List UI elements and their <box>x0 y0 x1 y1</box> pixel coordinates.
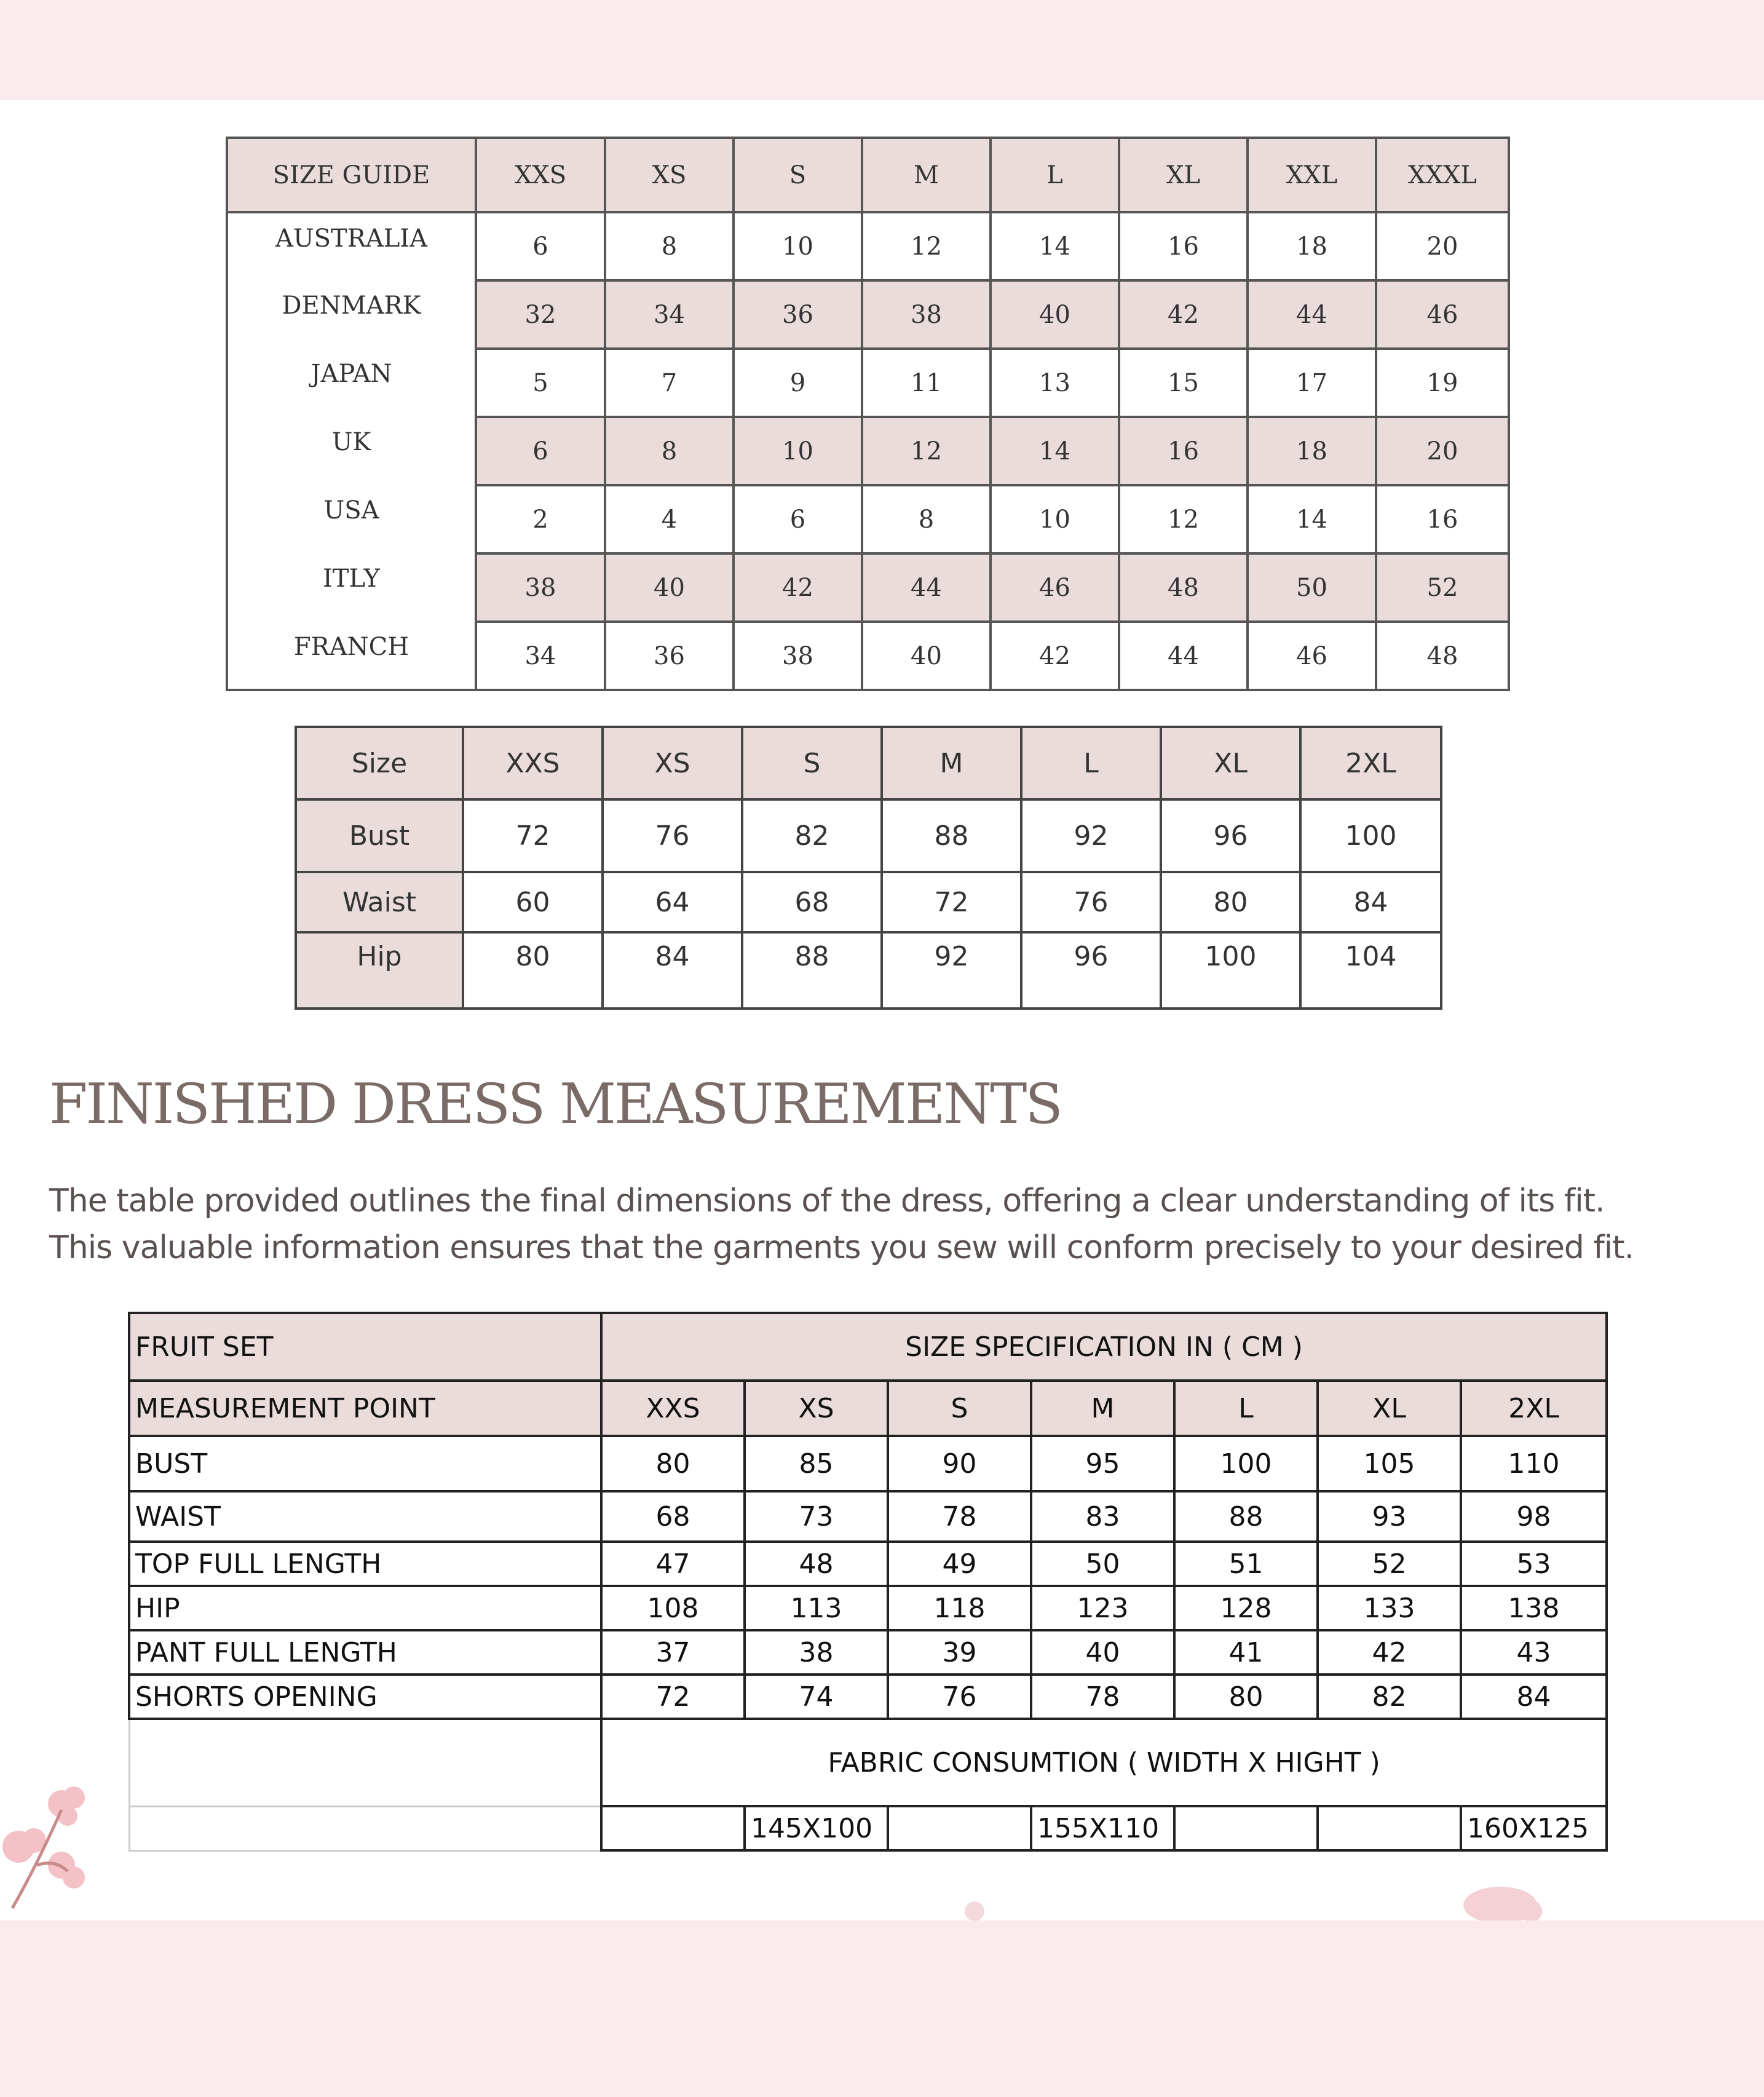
table-cell: 16 <box>1119 417 1248 485</box>
measurement-label: BUST <box>129 1436 601 1491</box>
size-header: 2XL <box>1461 1381 1607 1436</box>
table-row <box>129 1436 1607 1491</box>
table-cell: 8 <box>862 485 991 553</box>
fabric-value: 160X125 <box>1461 1806 1607 1850</box>
table-cell: 105 <box>1318 1436 1461 1491</box>
measurement-label: WAIST <box>129 1491 601 1542</box>
size-guide-size: XXL <box>1248 138 1376 212</box>
table-cell: 9 <box>734 349 862 417</box>
size-header: L <box>1174 1381 1318 1436</box>
fabric-value <box>888 1806 1031 1850</box>
table-cell: 17 <box>1248 349 1376 417</box>
country-label: DENMARK <box>227 280 476 349</box>
table-cell: 96 <box>1021 932 1161 1009</box>
measurement-label: HIP <box>129 1586 601 1630</box>
table-cell: 10 <box>734 212 862 280</box>
size-header: XS <box>603 727 742 799</box>
table-cell: 36 <box>734 280 862 349</box>
table-row <box>227 485 1509 553</box>
size-header: M <box>882 727 1021 799</box>
spec-label: SIZE SPECIFICATION IN ( CM ) <box>601 1313 1607 1381</box>
fabric-value <box>601 1806 745 1850</box>
table-cell: 76 <box>603 799 742 872</box>
table-row <box>227 553 1509 622</box>
size-header: XXS <box>463 727 603 799</box>
size-header: XXS <box>601 1381 745 1436</box>
table-cell: 38 <box>862 280 991 349</box>
table-cell: 13 <box>991 349 1119 417</box>
table-cell: 48 <box>745 1542 888 1586</box>
table-cell: 38 <box>734 622 862 690</box>
country-label: ITLY <box>227 553 476 622</box>
table-cell: 100 <box>1174 1436 1318 1491</box>
table-cell: 36 <box>605 622 734 690</box>
table-cell: 42 <box>991 622 1119 690</box>
fabric-label: FABRIC CONSUMTION ( WIDTH X HIGHT ) <box>601 1719 1607 1806</box>
size-guide-size: M <box>862 138 991 212</box>
table-cell: 74 <box>745 1675 888 1719</box>
size-header: XL <box>1318 1381 1461 1436</box>
section-heading: FINISHED DRESS MEASUREMENTS <box>49 1072 1061 1136</box>
flower-decoration-icon <box>1463 1877 1562 1921</box>
table-cell: 52 <box>1376 553 1509 622</box>
table-cell: 84 <box>1300 872 1441 932</box>
table-cell: 42 <box>1318 1630 1461 1675</box>
table-row <box>129 1630 1607 1675</box>
size-guide-table <box>226 137 1510 691</box>
table-cell: 85 <box>745 1436 888 1491</box>
table-cell: 64 <box>603 872 742 932</box>
size-guide-size: L <box>991 138 1119 212</box>
table-cell: 10 <box>734 417 862 485</box>
table-cell: 4 <box>605 485 734 553</box>
country-label: JAPAN <box>227 349 476 417</box>
fabric-value: 145X100 <box>745 1806 888 1850</box>
table-cell: 41 <box>1174 1630 1318 1675</box>
table-cell: 104 <box>1300 932 1441 1009</box>
table-cell: 138 <box>1461 1586 1607 1630</box>
fabric-value <box>1318 1806 1461 1850</box>
table-cell: 2 <box>476 485 605 553</box>
size-guide-header-label: SIZE GUIDE <box>227 138 476 212</box>
table-cell: 12 <box>1119 485 1248 553</box>
measurement-label: PANT FULL LENGTH <box>129 1630 601 1675</box>
table-cell: 76 <box>888 1675 1031 1719</box>
table-cell: 43 <box>1461 1630 1607 1675</box>
table-cell: 15 <box>1119 349 1248 417</box>
table-cell: 39 <box>888 1630 1031 1675</box>
table-row <box>296 872 1441 932</box>
table-cell: 128 <box>1174 1586 1318 1630</box>
table-row <box>227 280 1509 349</box>
country-label: USA <box>227 485 476 553</box>
table-cell: 40 <box>605 553 734 622</box>
table-cell: 72 <box>882 872 1021 932</box>
table-cell: 18 <box>1248 212 1376 280</box>
table-cell: 72 <box>463 799 603 872</box>
table-cell: 12 <box>862 212 991 280</box>
table-cell: 49 <box>888 1542 1031 1586</box>
table-cell: 133 <box>1318 1586 1461 1630</box>
table-cell: 16 <box>1376 485 1509 553</box>
measurement-label: Hip <box>296 932 463 1009</box>
table-cell: 93 <box>1318 1491 1461 1542</box>
table-cell: 95 <box>1031 1436 1174 1491</box>
table-cell: 80 <box>601 1436 745 1491</box>
table-cell: 48 <box>1376 622 1509 690</box>
set-label: FRUIT SET <box>129 1313 601 1381</box>
table-cell: 123 <box>1031 1586 1174 1630</box>
table-cell: 18 <box>1248 417 1376 485</box>
size-header: S <box>888 1381 1031 1436</box>
table-row <box>227 212 1509 280</box>
table-cell: 78 <box>1031 1675 1174 1719</box>
table-cell: 52 <box>1318 1542 1461 1586</box>
table-row <box>227 622 1509 690</box>
table-cell: 83 <box>1031 1491 1174 1542</box>
body-measurement-header-row <box>296 727 1441 799</box>
table-cell: 7 <box>605 349 734 417</box>
table-cell: 38 <box>745 1630 888 1675</box>
table-cell: 50 <box>1248 553 1376 622</box>
table-cell: 34 <box>476 622 605 690</box>
table-cell: 68 <box>601 1491 745 1542</box>
table-cell: 46 <box>1248 622 1376 690</box>
country-label: UK <box>227 417 476 485</box>
table-cell: 42 <box>734 553 862 622</box>
table-cell: 113 <box>745 1586 888 1630</box>
measurement-label: SHORTS OPENING <box>129 1675 601 1719</box>
table-cell: 8 <box>605 212 734 280</box>
table-cell: 20 <box>1376 212 1509 280</box>
table-cell: 14 <box>991 212 1119 280</box>
finished-size-row <box>129 1381 1607 1436</box>
table-cell: 73 <box>745 1491 888 1542</box>
table-cell: 46 <box>1376 280 1509 349</box>
table-cell: 46 <box>991 553 1119 622</box>
size-guide-size: XL <box>1119 138 1248 212</box>
size-header: M <box>1031 1381 1174 1436</box>
table-cell: 44 <box>1119 622 1248 690</box>
size-header: XS <box>745 1381 888 1436</box>
table-cell: 32 <box>476 280 605 349</box>
table-cell: 60 <box>463 872 603 932</box>
table-cell: 44 <box>1248 280 1376 349</box>
table-cell: 10 <box>991 485 1119 553</box>
measurement-label: Waist <box>296 872 463 932</box>
size-header: 2XL <box>1300 727 1441 799</box>
table-cell: 82 <box>1318 1675 1461 1719</box>
table-cell: 68 <box>742 872 882 932</box>
table-cell: 40 <box>1031 1630 1174 1675</box>
table-row <box>129 1491 1607 1542</box>
table-cell: 16 <box>1119 212 1248 280</box>
table-cell: 88 <box>882 799 1021 872</box>
blank-cell <box>129 1806 601 1850</box>
table-cell: 40 <box>862 622 991 690</box>
body-measurement-table <box>295 726 1442 1010</box>
table-cell: 90 <box>888 1436 1031 1491</box>
table-cell: 80 <box>1161 872 1300 932</box>
table-cell: 5 <box>476 349 605 417</box>
table-cell: 76 <box>1021 872 1161 932</box>
table-cell: 80 <box>1174 1675 1318 1719</box>
table-cell: 80 <box>463 932 603 1009</box>
fabric-value: 155X110 <box>1031 1806 1174 1850</box>
table-cell: 72 <box>601 1675 745 1719</box>
table-cell: 92 <box>1021 799 1161 872</box>
table-cell: 100 <box>1161 932 1300 1009</box>
size-guide-size: XS <box>605 138 734 212</box>
description-line: The table provided outlines the final dimensions of the dress, offering a clear understanding of its fit. <box>49 1183 1605 1219</box>
size-header: XL <box>1161 727 1300 799</box>
table-cell: 11 <box>862 349 991 417</box>
fabric-header-row <box>129 1719 1607 1806</box>
table-cell: 37 <box>601 1630 745 1675</box>
table-cell: 47 <box>601 1542 745 1586</box>
table-cell: 14 <box>1248 485 1376 553</box>
table-cell: 44 <box>862 553 991 622</box>
table-cell: 84 <box>603 932 742 1009</box>
description-line: This valuable information ensures that the garments you sew will conform precisely to your desired fit. <box>49 1229 1634 1266</box>
table-cell: 88 <box>1174 1491 1318 1542</box>
size-guide-size: XXXL <box>1376 138 1509 212</box>
table-cell: 98 <box>1461 1491 1607 1542</box>
measurement-label: Bust <box>296 799 463 872</box>
table-cell: 100 <box>1300 799 1441 872</box>
finished-measurement-table <box>128 1312 1608 1852</box>
table-cell: 19 <box>1376 349 1509 417</box>
table-cell: 82 <box>742 799 882 872</box>
size-guide-size: S <box>734 138 862 212</box>
table-cell: 42 <box>1119 280 1248 349</box>
table-cell: 6 <box>734 485 862 553</box>
table-row <box>227 417 1509 485</box>
table-cell: 118 <box>888 1586 1031 1630</box>
flower-decoration-icon <box>959 1896 990 1921</box>
measurement-point-label: MEASUREMENT POINT <box>129 1381 601 1436</box>
size-header: S <box>742 727 882 799</box>
section-description <box>49 1178 1634 1271</box>
table-cell: 108 <box>601 1586 745 1630</box>
table-cell: 12 <box>862 417 991 485</box>
table-cell: 92 <box>882 932 1021 1009</box>
table-cell: 20 <box>1376 417 1509 485</box>
table-row <box>129 1542 1607 1586</box>
table-cell: 38 <box>476 553 605 622</box>
table-cell: 6 <box>476 212 605 280</box>
document-page <box>0 100 1764 1921</box>
flower-decoration-icon <box>0 1773 98 1921</box>
fabric-values-row <box>129 1806 1607 1850</box>
table-cell: 78 <box>888 1491 1031 1542</box>
size-header: L <box>1021 727 1161 799</box>
table-row <box>129 1675 1607 1719</box>
size-guide-size: XXS <box>476 138 605 212</box>
table-cell: 110 <box>1461 1436 1607 1491</box>
table-row <box>227 349 1509 417</box>
country-label: FRANCH <box>227 622 476 690</box>
table-cell: 53 <box>1461 1542 1607 1586</box>
table-cell: 51 <box>1174 1542 1318 1586</box>
table-cell: 48 <box>1119 553 1248 622</box>
table-cell: 96 <box>1161 799 1300 872</box>
table-row <box>296 799 1441 872</box>
table-row <box>296 932 1441 1009</box>
measurement-label: TOP FULL LENGTH <box>129 1542 601 1586</box>
blank-cell <box>129 1719 601 1806</box>
size-guide-header-row <box>227 138 1509 212</box>
table-cell: 34 <box>605 280 734 349</box>
table-row <box>129 1586 1607 1630</box>
fabric-value <box>1174 1806 1318 1850</box>
table-cell: 50 <box>1031 1542 1174 1586</box>
finished-header-row <box>129 1313 1607 1381</box>
table-cell: 84 <box>1461 1675 1607 1719</box>
table-cell: 14 <box>991 417 1119 485</box>
table-cell: 8 <box>605 417 734 485</box>
size-header-label: Size <box>296 727 463 799</box>
table-cell: 6 <box>476 417 605 485</box>
country-label: AUSTRALIA <box>227 212 476 280</box>
table-cell: 88 <box>742 932 882 1009</box>
table-cell: 40 <box>991 280 1119 349</box>
